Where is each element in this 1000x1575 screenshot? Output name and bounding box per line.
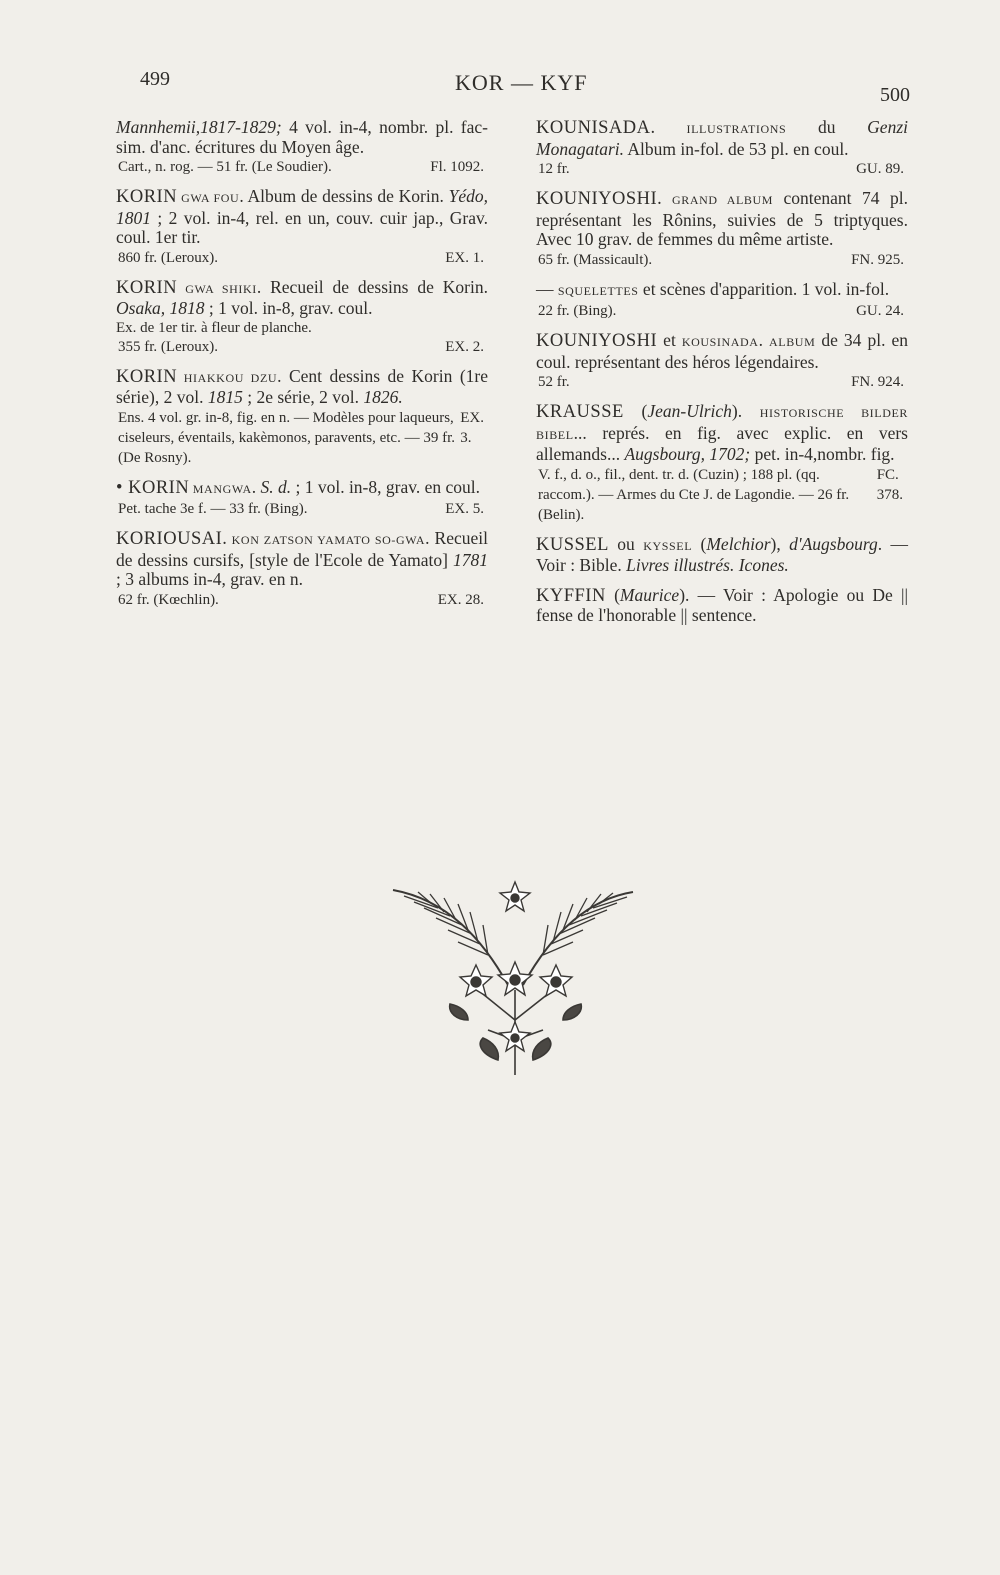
entry-text: ; 1 vol. in-8, grav. coul. bbox=[204, 298, 373, 318]
bibliography-entry bbox=[536, 189, 908, 270]
entry-heading: KOUNIYOSHI bbox=[536, 331, 658, 351]
entry-text: — bbox=[536, 278, 558, 299]
entry-text: et bbox=[657, 330, 682, 350]
entry-price-line bbox=[116, 157, 488, 177]
bibliography-entry bbox=[536, 402, 908, 525]
entry-price: 65 fr. (Massicault). bbox=[538, 251, 653, 268]
entry-text: de 34 pl. en coul. représentant des héros légendaires. bbox=[536, 330, 908, 372]
entry-price: V. f., d. o., fil., dent. tr. d. (Cuzin) ; 188 pl. (qq. raccom.). — Armes du Cte J. de Lagondie. — 26 fr. (Belin). bbox=[538, 466, 850, 523]
entry-text: S. d. bbox=[260, 476, 292, 497]
entry-price-line bbox=[116, 499, 488, 519]
entry-text: 1781 bbox=[453, 549, 488, 570]
entry-text: . bbox=[251, 476, 261, 497]
bibliography-entry bbox=[536, 331, 908, 392]
entry-price: Ens. 4 vol. gr. in-8, fig. en n. — Modèles pour laqueurs, ciseleurs, éventails, kakèmonos, paravents, etc. — 39 fr. (De Rosny). bbox=[118, 409, 455, 466]
floral-ornament-icon bbox=[388, 870, 638, 1085]
entry-text: KOUSINADA bbox=[681, 335, 759, 349]
entry-heading: KOUNISADA. bbox=[536, 118, 656, 138]
bibliography-entry bbox=[116, 529, 488, 610]
entry-price: 52 fr. bbox=[538, 374, 570, 390]
entry-text: contenant 74 pl. représentant les Rônins, suivies de 5 triptyques. Avec 10 grav. de femmes du même artiste. bbox=[536, 188, 908, 249]
entry-heading: KORIN bbox=[116, 187, 178, 207]
entry-text: ILLUSTRATIONS bbox=[655, 122, 787, 136]
entry-text: d'Augsbourg bbox=[789, 533, 878, 554]
entry-text: ( bbox=[623, 401, 648, 421]
entry-reference: EX. 1. bbox=[445, 249, 484, 266]
entry-text: . Cent dessins de Korin (1re série), 2 vol. bbox=[116, 365, 488, 407]
entry-reference: FC. 378. bbox=[876, 466, 903, 503]
entry-text: Genzi Monagatari. bbox=[536, 117, 908, 159]
entry-price-line bbox=[116, 408, 488, 468]
entry-text: Album in-fol. de 53 pl. en coul. bbox=[624, 138, 849, 159]
bibliography-entry bbox=[536, 280, 908, 322]
entry-description bbox=[116, 478, 488, 500]
entry-reference: GU. 24. bbox=[856, 303, 904, 319]
entry-text: Melchior bbox=[706, 533, 771, 554]
entry-text: Augsbourg, 1702; bbox=[624, 444, 751, 464]
page-number-left: 499 bbox=[140, 68, 170, 90]
entry-price: 860 fr. (Leroux). bbox=[118, 249, 218, 266]
entry-description bbox=[116, 529, 488, 590]
entry-heading: KORIN bbox=[116, 366, 178, 387]
entry-price-line bbox=[116, 337, 488, 357]
bibliography-entry bbox=[536, 586, 908, 626]
entry-text: Livres illustrés. Icones. bbox=[626, 555, 789, 575]
entry-price-line bbox=[116, 590, 488, 610]
entry-text: KYSSEL bbox=[643, 538, 693, 553]
entry-text: . Recueil de dessins cursifs, [style de l'Ecole de Yamato] bbox=[116, 528, 488, 570]
entry-description bbox=[116, 278, 488, 319]
entry-description bbox=[536, 280, 908, 302]
entry-description bbox=[536, 535, 908, 576]
entry-heading: KOUNIYOSHI. bbox=[536, 189, 663, 209]
entry-text: HISTORISCHE BILDER BIBEL bbox=[536, 406, 909, 442]
entry-reference: EX. 5. bbox=[445, 501, 484, 517]
entry-text: ou bbox=[608, 533, 644, 554]
entry-text: 1815 bbox=[207, 387, 243, 407]
entry-description bbox=[536, 402, 908, 465]
entry-text: pet. in-4,nombr. fig. bbox=[750, 444, 895, 464]
entry-text: ; 2e série, 2 vol. bbox=[242, 387, 364, 407]
entry-text: . Recueil de dessins de Korin. bbox=[256, 276, 488, 297]
entry-price-line bbox=[536, 465, 908, 525]
entry-text: . Album de dessins de Korin. bbox=[239, 186, 449, 206]
entry-price: 22 fr. (Bing). bbox=[538, 303, 617, 319]
entry-reference: EX. 3. bbox=[460, 409, 484, 446]
entry-price-line bbox=[536, 250, 908, 270]
entry-heading: KYFFIN bbox=[536, 585, 606, 606]
right-column bbox=[536, 118, 908, 636]
entry-text: . — Voir : Bible. bbox=[536, 533, 909, 575]
entry-heading: KRAUSSE bbox=[536, 402, 624, 422]
bibliography-entry bbox=[116, 278, 488, 357]
bibliography-entry bbox=[116, 118, 488, 177]
entry-text: KON ZATSON YAMATO SO-GWA bbox=[227, 533, 426, 547]
entry-description bbox=[536, 189, 908, 250]
entry-text: Jean-Ulrich bbox=[647, 401, 732, 421]
entry-text: ( bbox=[692, 533, 707, 554]
entry-description bbox=[116, 367, 488, 408]
entry-text: ; 3 albums in-4, grav. en n. bbox=[116, 569, 303, 589]
entry-price: 355 fr. (Leroux). bbox=[118, 338, 218, 355]
bibliography-entry bbox=[116, 478, 488, 520]
entry-price: Cart., n. rog. — 51 fr. (Le Soudier). bbox=[118, 159, 332, 175]
entry-heading: KUSSEL bbox=[536, 534, 609, 555]
entry-reference: EX. 28. bbox=[437, 591, 484, 608]
entry-reference: FN. 924. bbox=[851, 374, 904, 390]
entry-text: ). — Voir : Apologie ou De || fense de l'honorable || sentence. bbox=[536, 584, 909, 625]
entry-price: Pet. tache 3e f. — 33 fr. (Bing). bbox=[118, 501, 308, 517]
bibliography-entry bbox=[116, 187, 488, 268]
entry-text: Maurice bbox=[619, 584, 680, 605]
entry-description bbox=[536, 586, 908, 626]
bibliography-entry bbox=[536, 535, 908, 576]
entry-text: ... représ. en fig. avec explic. en vers allemands... bbox=[536, 422, 908, 464]
entry-text: SQUELETTES bbox=[557, 283, 639, 298]
entry-text: Osaka, 1818 bbox=[116, 298, 205, 318]
entry-text: et scènes d'apparition. 1 vol. in-fol. bbox=[638, 278, 890, 299]
entry-text: ). bbox=[731, 401, 760, 421]
entry-text: ; 2 vol. in-4, rel. en un, couv. cuir jap., Grav. coul. 1er tir. bbox=[116, 207, 488, 247]
running-head: KOR — KYF bbox=[455, 70, 588, 95]
entry-price-line bbox=[536, 372, 908, 392]
entry-price-line bbox=[536, 159, 908, 179]
entry-text: GWA SHIKI bbox=[177, 281, 257, 296]
page-number-right: 500 bbox=[880, 84, 910, 106]
entry-text: GRAND ALBUM bbox=[662, 193, 774, 207]
entry-heading: KORIN bbox=[116, 277, 178, 298]
entry-price-line bbox=[116, 248, 488, 268]
entry-description bbox=[536, 331, 908, 372]
entry-text: 4 vol. in-4, nombr. pl. fac-sim. d'anc. écritures du Moyen âge. bbox=[116, 117, 488, 157]
entry-text: du bbox=[786, 117, 868, 137]
entry-price: 12 fr. bbox=[538, 161, 570, 177]
entry-text: ( bbox=[605, 584, 620, 605]
entry-description bbox=[536, 118, 908, 159]
entry-reference: GU. 89. bbox=[856, 161, 904, 177]
entry-price-line bbox=[536, 301, 908, 321]
left-column bbox=[116, 118, 488, 620]
entry-text: MANGWA bbox=[189, 481, 252, 496]
entry-text: ), bbox=[770, 533, 790, 554]
entry-text: HIAKKOU DZU bbox=[177, 370, 278, 385]
entry-price: 62 fr. (Kœchlin). bbox=[118, 591, 219, 608]
entry-description bbox=[116, 118, 488, 157]
entry-text: ALBUM bbox=[769, 335, 816, 349]
entry-note: Ex. de 1er tir. à fleur de planche. bbox=[116, 319, 312, 336]
entry-heading: KORIOUSAI. bbox=[116, 529, 228, 549]
bibliography-entry bbox=[116, 367, 488, 468]
entry-reference: EX. 2. bbox=[445, 338, 484, 355]
entry-description bbox=[116, 187, 488, 248]
entry-reference: Fl. 1092. bbox=[430, 159, 484, 175]
entry-reference: FN. 925. bbox=[851, 251, 904, 268]
entry-text: Mannhemii,1817-1829; bbox=[116, 117, 282, 137]
entry-heading: • KORIN bbox=[116, 477, 190, 498]
bibliography-entry bbox=[536, 118, 908, 179]
entry-text: Yédo, 1801 bbox=[116, 186, 488, 228]
entry-text: 1826. bbox=[363, 387, 403, 407]
entry-text: . bbox=[758, 330, 769, 350]
entry-text: ; 1 vol. in-8, grav. en coul. bbox=[291, 476, 480, 497]
entry-text: GWA FOU bbox=[177, 191, 240, 205]
